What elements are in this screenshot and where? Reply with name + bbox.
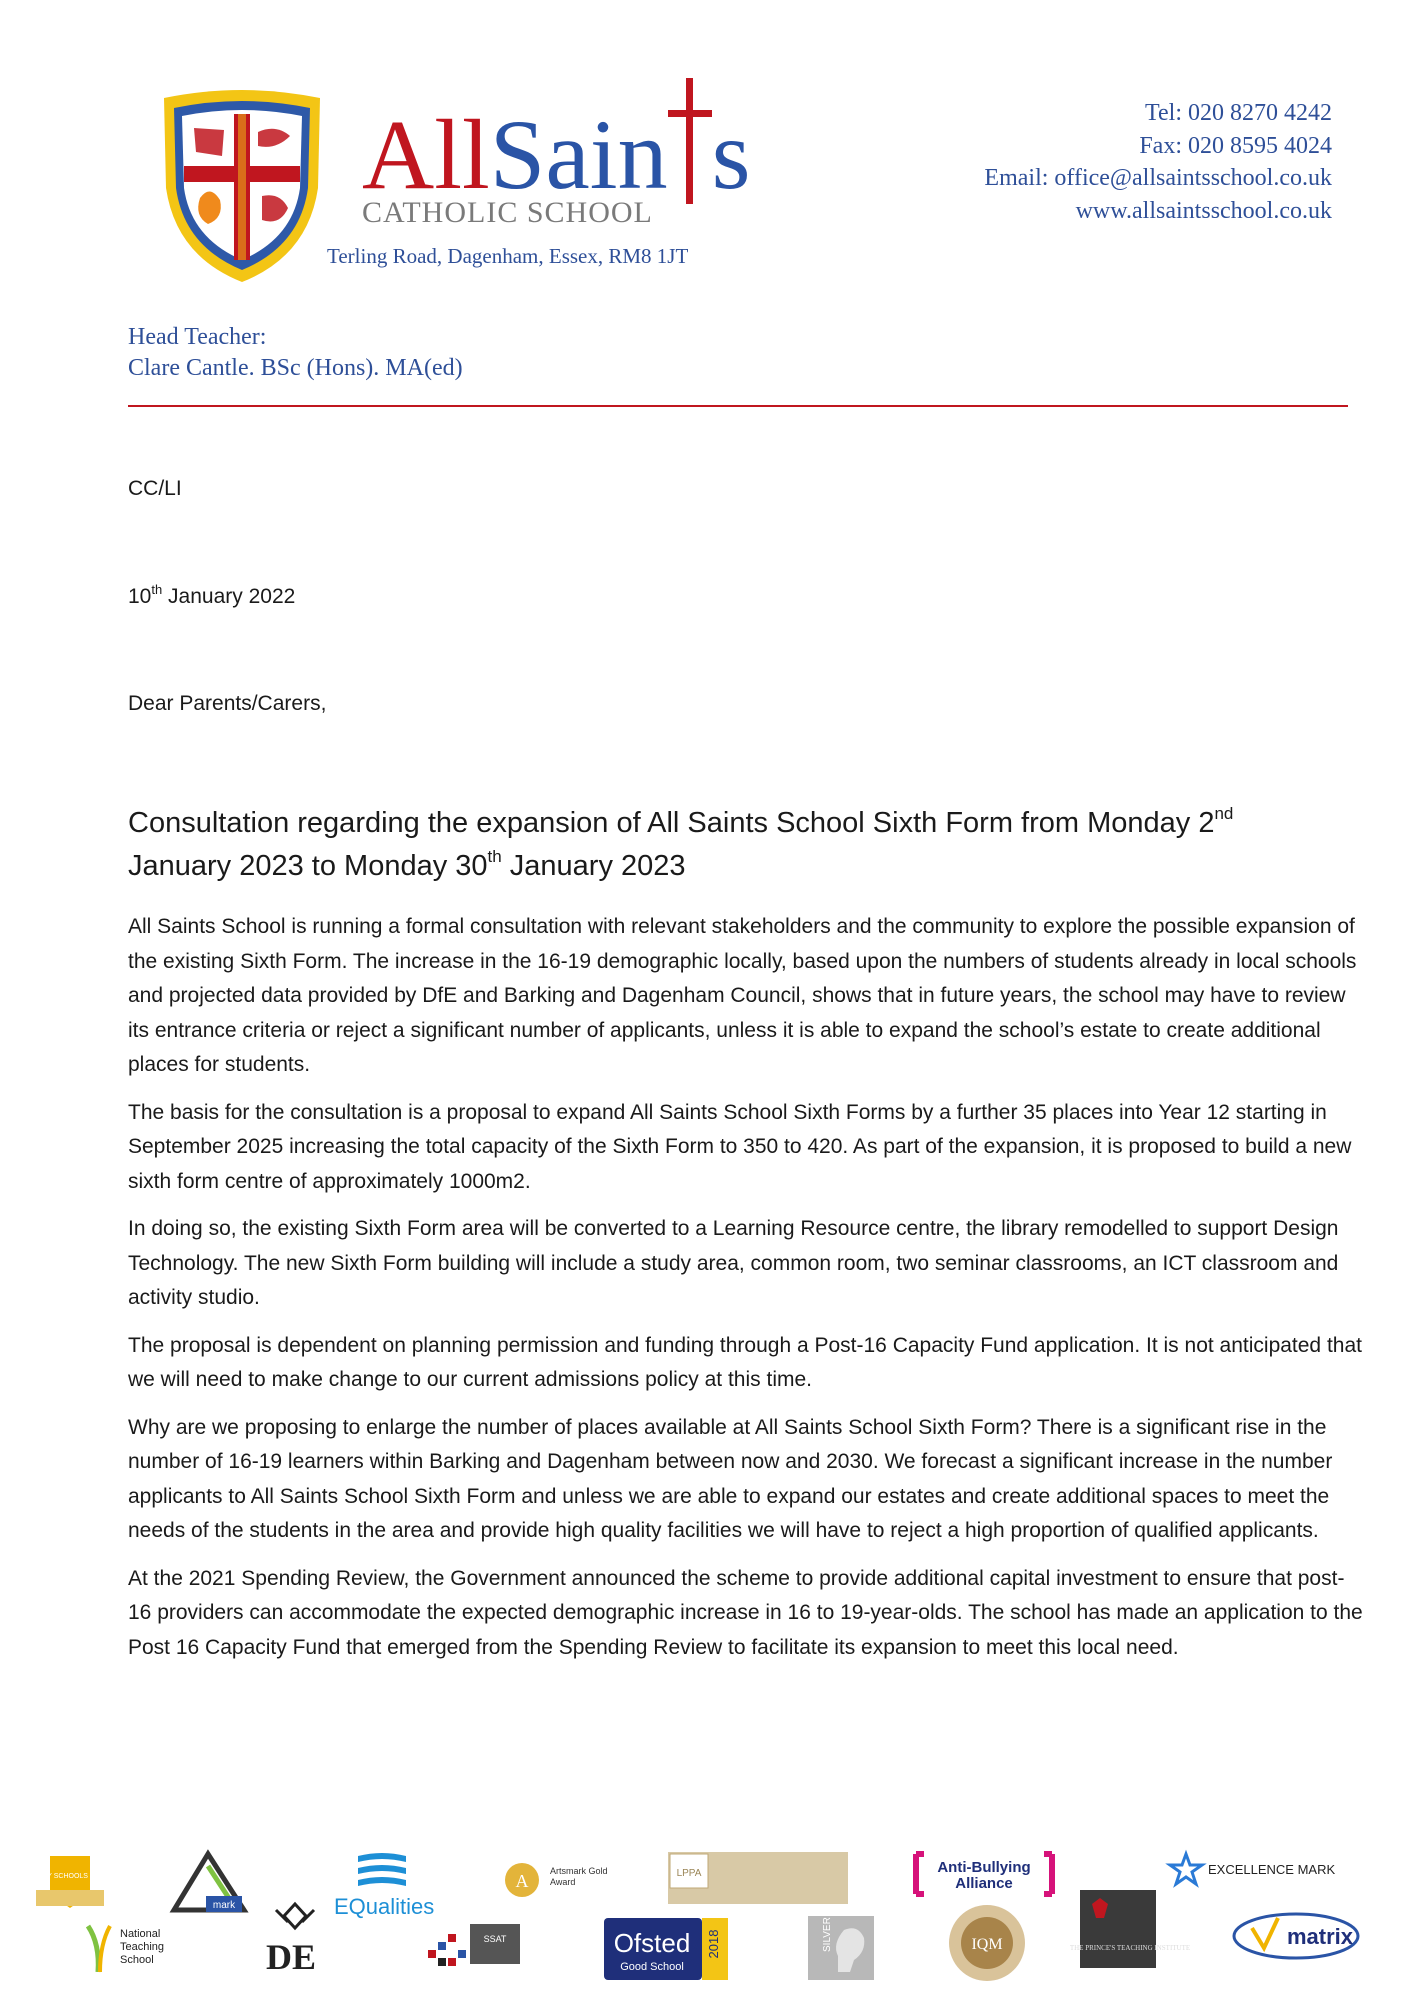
date-day: 10 bbox=[128, 585, 152, 608]
matrix-badge bbox=[1230, 1908, 1370, 1972]
school-crest-logo bbox=[158, 88, 326, 286]
body-paragraph: Why are we proposing to enlarge the number of places available at All Saints School Sixth Form? There is a significant rise in the number of 16-19 learners within Barking and Dagenham between now and 2030. We forecast a significant increase in the number applicants to All Saints School Sixth Form and unless we are able to expand our estates and create additional spaces to meet the needs of the students in the area and provide high quality facilities we will have to reject a high proportion of qualified applicants. bbox=[128, 1415, 1333, 1542]
governor-mark-badge bbox=[170, 1848, 250, 1918]
national-teaching-school-badge bbox=[86, 1920, 196, 1980]
brand-name-all: All bbox=[362, 99, 490, 210]
subject-part-3: January 2023 bbox=[501, 850, 686, 882]
excellence-mark-text: EXCELLENCE MARK bbox=[1208, 1862, 1336, 1877]
ofsted-badge bbox=[604, 1918, 728, 1980]
princes-text: THE PRINCE'S TEACHING INSTITUTE bbox=[1069, 1944, 1191, 1952]
ssat-badge bbox=[424, 1920, 524, 1980]
silver-mental-health-badge bbox=[808, 1916, 874, 1980]
contact-email: Email: office@allsaintsschool.co.uk bbox=[984, 165, 1332, 191]
date-month-year: January 2022 bbox=[162, 585, 296, 608]
equalities-badge bbox=[334, 1848, 434, 1922]
head-teacher-name: Clare Cantle. BSc (Hons). MA(ed) bbox=[128, 355, 463, 381]
head-teacher-block bbox=[128, 322, 463, 384]
school-wordmark bbox=[362, 99, 751, 210]
body-paragraph: All Saints School is running a formal consultation with relevant stakeholders and the community to explore the possible expansion of the existing Sixth Form. The increase in the 16-19 demographic locally, based upon the numbers of students already in local schools and projected data provided by DfE and Barking and Dagenham Council, shows that in future years, the school may have to review its entrance criteria or reject a significant number of applicants, unless it is able to expand the school’s estate to create additional places for students. bbox=[128, 915, 1357, 1076]
body-paragraph: The basis for the consultation is a proposal to expand All Saints School Sixth Forms by a further 35 places into Year 12 starting in September 2025 increasing the total capacity of the Sixth Form to 350 to 420. As part of the expansion, it is proposed to build a new sixth form centre of approximately 1000m2. bbox=[128, 1100, 1352, 1193]
school-subtitle: CATHOLIC SCHOOL bbox=[362, 196, 653, 229]
svg-text:A: A bbox=[515, 1871, 529, 1891]
dofe-text: DE bbox=[266, 1937, 317, 1977]
lppa-badge bbox=[668, 1852, 848, 1904]
ofsted-good-school: Good School bbox=[620, 1961, 684, 1973]
governor-mark-text: mark bbox=[212, 1900, 236, 1911]
artsmark-text: Artsmark Gold Award bbox=[550, 1866, 608, 1887]
body-paragraph: At the 2021 Spending Review, the Government announced the scheme to provide additional capital investment to ensure that post-16 providers can accommodate the expected demographic increase in 16 to 19-year-olds. The school has made an application to the Post 16 Capacity Fund that emerged from the Spending Review to facilitate its expansion to meet this local need. bbox=[128, 1566, 1363, 1659]
subject-sup-1: nd bbox=[1214, 804, 1234, 823]
contact-fax: Fax: 020 8595 4024 bbox=[1139, 132, 1332, 159]
contact-block bbox=[984, 97, 1332, 227]
school-address: Terling Road, Dagenham, Essex, RM8 1JT bbox=[327, 244, 689, 268]
nts-line-1: National bbox=[120, 1928, 161, 1940]
healthy-schools-text: HEALTHY SCHOOLS LONDON bbox=[20, 1873, 120, 1880]
lppa-text: LPPA bbox=[676, 1868, 702, 1879]
anti-bullying-text-1: Anti-Bullying bbox=[937, 1859, 1031, 1876]
head-teacher-label: Head Teacher: bbox=[128, 324, 267, 350]
brand-name-saints: Sain bbox=[489, 99, 668, 210]
nts-line-2: Teaching bbox=[120, 1941, 165, 1953]
body-paragraph: In doing so, the existing Sixth Form area will be converted to a Learning Resource centre, the library remodelled to support Design Technology. The new Sixth Form building will include a study area, common room, two seminar classrooms, an ICT classroom and activity studio. bbox=[128, 1217, 1339, 1309]
matrix-text: matrix bbox=[1286, 1924, 1354, 1949]
ssat-text: SSAT bbox=[483, 1934, 507, 1944]
subject-sup-2: th bbox=[487, 847, 502, 866]
ofsted-text: Ofsted bbox=[613, 1928, 691, 1958]
iqm-badge bbox=[948, 1904, 1026, 1982]
iqm-text: IQM bbox=[971, 1936, 1003, 1953]
ofsted-year: 2018 bbox=[706, 1929, 721, 1959]
equalities-text: EQualities bbox=[334, 1894, 435, 1919]
cross-letter-icon bbox=[668, 100, 712, 196]
contact-tel: Tel: 020 8270 4242 bbox=[1145, 100, 1332, 126]
contact-website: www.allsaintsschool.co.uk bbox=[1075, 197, 1332, 224]
subject-part-2: January 2023 to Monday 30 bbox=[128, 850, 488, 882]
letter-subject-heading bbox=[128, 802, 1328, 888]
body-paragraph: The proposal is dependent on planning permission and funding through a Post-16 Capacity Fund application. It is not anticipated that we will need to make change to our current admissions policy at this time. bbox=[128, 1333, 1362, 1391]
nts-line-3: School bbox=[120, 1954, 154, 1966]
excellence-mark-badge bbox=[1168, 1852, 1338, 1892]
princes-teaching-institute-badge bbox=[1069, 1890, 1191, 1968]
healthy-schools-badge bbox=[20, 1850, 120, 1920]
anti-bullying-badge bbox=[910, 1850, 1058, 1904]
dofe-badge bbox=[262, 1900, 328, 1980]
brand-name-end: s bbox=[711, 99, 751, 210]
artsmark-badge bbox=[470, 1860, 610, 1900]
salutation: Dear Parents/Carers, bbox=[128, 692, 327, 715]
letter-reference: CC/LI bbox=[128, 477, 182, 500]
subject-part-1: Consultation regarding the expansion of All Saints School Sixth Form from Monday 2 bbox=[128, 807, 1215, 839]
letter-body bbox=[128, 910, 1364, 1678]
silver-text: SILVER bbox=[822, 1917, 833, 1952]
header-divider bbox=[128, 405, 1348, 407]
anti-bullying-text-2: Alliance bbox=[955, 1875, 1013, 1892]
letter-date bbox=[128, 582, 296, 609]
date-suffix: th bbox=[151, 582, 163, 597]
